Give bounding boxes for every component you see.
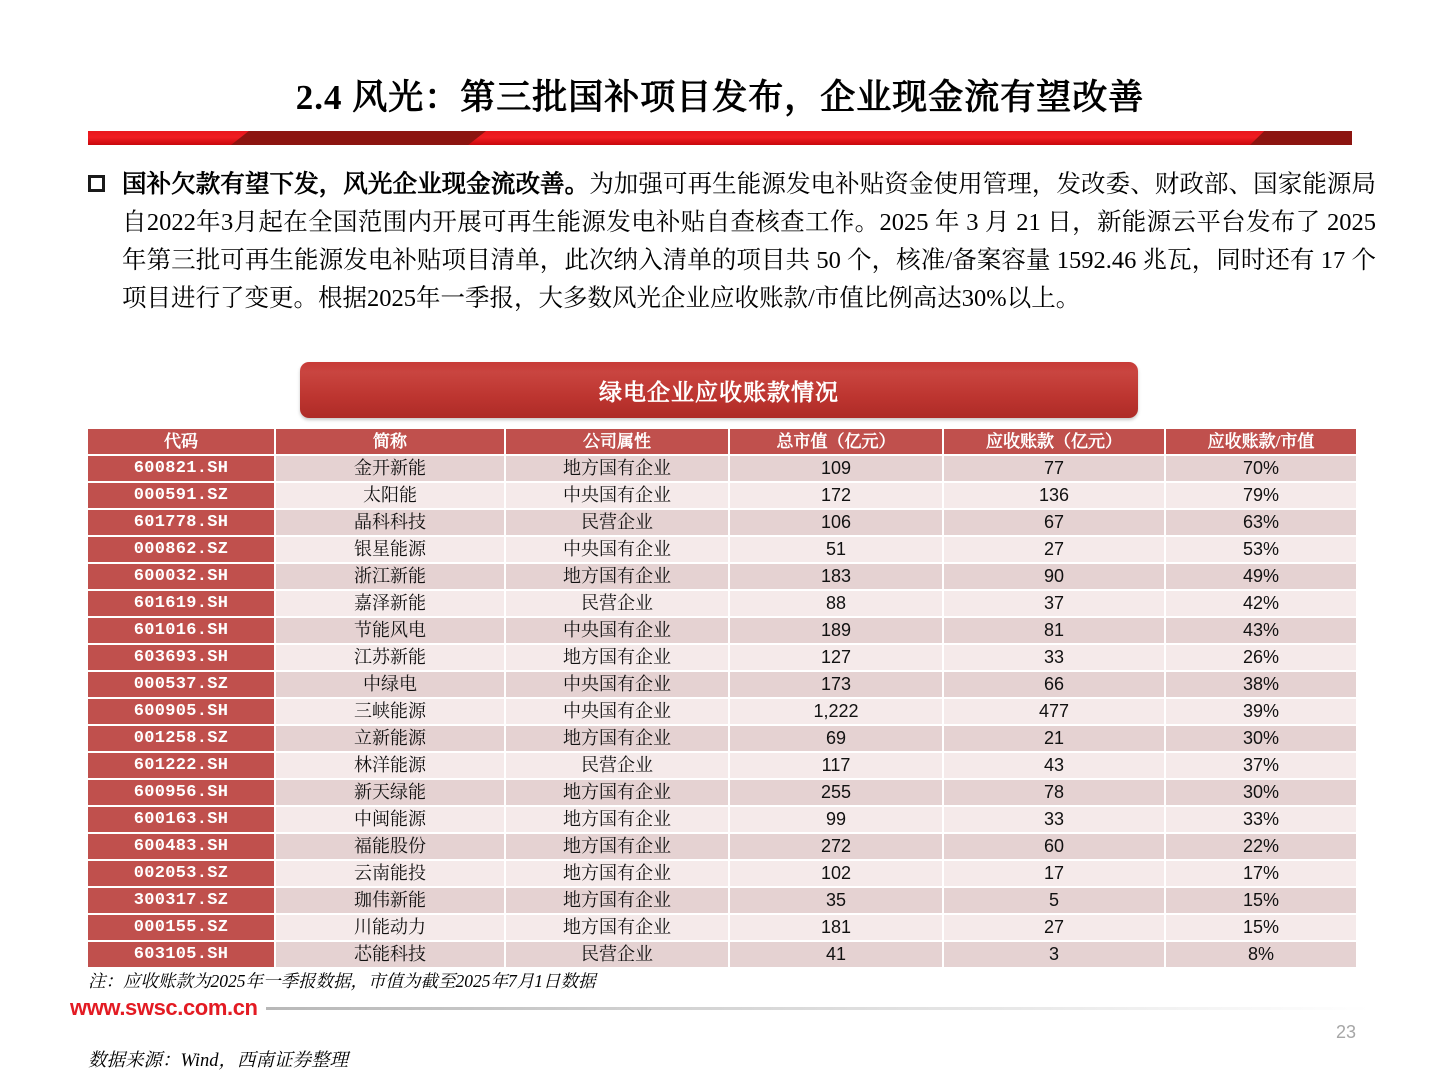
cell-attribute: 地方国有企业 (506, 888, 728, 913)
cell-attribute: 地方国有企业 (506, 807, 728, 832)
cell-code: 000155.SZ (88, 915, 274, 940)
cell-market-cap: 183 (730, 564, 942, 589)
cell-receivables: 27 (944, 537, 1164, 562)
cell-market-cap: 51 (730, 537, 942, 562)
cell-name: 嘉泽新能 (276, 591, 504, 616)
bullet-paragraph (88, 166, 1376, 318)
cell-attribute: 中央国有企业 (506, 537, 728, 562)
cell-receivables: 3 (944, 942, 1164, 967)
table-row (88, 456, 1356, 481)
body-section (88, 166, 1376, 318)
cell-code: 001258.SZ (88, 726, 274, 751)
table-note: 注：应收账款为2025年一季报数据，市值为截至2025年7月1日数据 (88, 971, 596, 991)
paragraph-body: 为加强可再生能源发电补贴资金使用管理，发改委、财政部、国家能源局自2022年3月起在全国范围内开展可再生能源发电补贴自查核查工作。2025 年 3 月 21 日，新能源云平台发布了 2025 年第三批可再生能源发电补贴项目清单，此次纳入清单的项目共 50 个，核准/备案容量 1592.46 兆瓦，同时还有 17 个项目进行了变更。根据2025年一季报，大多数风光企业应收账款/市值比例高达30%以上。 (122, 171, 1377, 312)
column-header-mcap: 总市值（亿元） (730, 429, 942, 454)
cell-market-cap: 88 (730, 591, 942, 616)
table-row (88, 618, 1356, 643)
table-row (88, 861, 1356, 886)
cell-receivables: 77 (944, 456, 1164, 481)
cell-ratio: 70% (1166, 456, 1356, 481)
table-row (88, 510, 1356, 535)
cell-code: 600032.SH (88, 564, 274, 589)
cell-ratio: 63% (1166, 510, 1356, 535)
cell-ratio: 43% (1166, 618, 1356, 643)
column-header-receivables: 应收账款（亿元） (944, 429, 1164, 454)
cell-code: 000591.SZ (88, 483, 274, 508)
cell-receivables: 78 (944, 780, 1164, 805)
table-row (88, 672, 1356, 697)
cell-market-cap: 99 (730, 807, 942, 832)
cell-ratio: 15% (1166, 915, 1356, 940)
cell-market-cap: 272 (730, 834, 942, 859)
paragraph-lead: 国补欠款有望下发，风光企业现金流改善。 (122, 171, 590, 198)
cell-receivables: 33 (944, 645, 1164, 670)
cell-receivables: 90 (944, 564, 1164, 589)
cell-attribute: 中央国有企业 (506, 699, 728, 724)
page-title: 2.4 风光：第三批国补项目发布，企业现金流有望改善 (295, 78, 1145, 117)
table-row (88, 888, 1356, 913)
cell-code: 600956.SH (88, 780, 274, 805)
cell-name: 中闽能源 (276, 807, 504, 832)
cell-code: 002053.SZ (88, 861, 274, 886)
column-header-attr: 公司属性 (506, 429, 728, 454)
cell-ratio: 37% (1166, 753, 1356, 778)
cell-market-cap: 1,222 (730, 699, 942, 724)
cell-attribute: 地方国有企业 (506, 780, 728, 805)
table-row (88, 915, 1356, 940)
cell-code: 603693.SH (88, 645, 274, 670)
cell-attribute: 地方国有企业 (506, 645, 728, 670)
cell-attribute: 地方国有企业 (506, 564, 728, 589)
cell-name: 三峡能源 (276, 699, 504, 724)
table-row (88, 645, 1356, 670)
cell-code: 601619.SH (88, 591, 274, 616)
cell-name: 芯能科技 (276, 942, 504, 967)
cell-attribute: 民营企业 (506, 591, 728, 616)
cell-attribute: 地方国有企业 (506, 861, 728, 886)
cell-receivables: 81 (944, 618, 1164, 643)
cell-ratio: 79% (1166, 483, 1356, 508)
cell-name: 林洋能源 (276, 753, 504, 778)
table-header (88, 429, 1356, 454)
cell-code: 000862.SZ (88, 537, 274, 562)
cell-market-cap: 117 (730, 753, 942, 778)
title-divider-bar (88, 131, 1352, 145)
table-row (88, 537, 1356, 562)
cell-ratio: 15% (1166, 888, 1356, 913)
square-bullet-icon (88, 175, 105, 192)
cell-ratio: 38% (1166, 672, 1356, 697)
table-row (88, 699, 1356, 724)
cell-name: 新天绿能 (276, 780, 504, 805)
cell-ratio: 42% (1166, 591, 1356, 616)
cell-code: 603105.SH (88, 942, 274, 967)
column-header-code: 代码 (88, 429, 274, 454)
table-caption-banner (300, 362, 1138, 418)
footer-divider-line (266, 1007, 1370, 1010)
cell-name: 节能风电 (276, 618, 504, 643)
cell-attribute: 中央国有企业 (506, 672, 728, 697)
cell-ratio: 33% (1166, 807, 1356, 832)
cell-receivables: 37 (944, 591, 1164, 616)
cell-market-cap: 69 (730, 726, 942, 751)
cell-market-cap: 106 (730, 510, 942, 535)
cell-receivables: 5 (944, 888, 1164, 913)
cell-receivables: 43 (944, 753, 1164, 778)
table-row (88, 564, 1356, 589)
cell-name: 浙江新能 (276, 564, 504, 589)
cell-name: 珈伟新能 (276, 888, 504, 913)
cell-receivables: 21 (944, 726, 1164, 751)
cell-market-cap: 109 (730, 456, 942, 481)
cell-attribute: 中央国有企业 (506, 618, 728, 643)
cell-receivables: 27 (944, 915, 1164, 940)
cell-attribute: 地方国有企业 (506, 726, 728, 751)
table-row (88, 780, 1356, 805)
cell-name: 晶科科技 (276, 510, 504, 535)
cell-code: 600483.SH (88, 834, 274, 859)
cell-receivables: 17 (944, 861, 1164, 886)
cell-ratio: 30% (1166, 726, 1356, 751)
divider-dark-left-segment (231, 131, 486, 145)
page-number: 23 (1335, 1022, 1357, 1042)
table-row (88, 753, 1356, 778)
cell-name: 太阳能 (276, 483, 504, 508)
cell-name: 中绿电 (276, 672, 504, 697)
table-row (88, 807, 1356, 832)
cell-attribute: 地方国有企业 (506, 456, 728, 481)
cell-name: 金开新能 (276, 456, 504, 481)
company-website-link[interactable]: www.swsc.com.cn (70, 995, 258, 1020)
cell-market-cap: 35 (730, 888, 942, 913)
cell-ratio: 8% (1166, 942, 1356, 967)
paragraph-text (122, 166, 1376, 318)
cell-ratio: 53% (1166, 537, 1356, 562)
cell-name: 福能股份 (276, 834, 504, 859)
divider-dark-right-segment (1250, 131, 1352, 145)
cell-ratio: 26% (1166, 645, 1356, 670)
cell-receivables: 477 (944, 699, 1164, 724)
cell-attribute: 中央国有企业 (506, 483, 728, 508)
table-row (88, 483, 1356, 508)
cell-code: 600905.SH (88, 699, 274, 724)
table-body (88, 456, 1356, 967)
cell-market-cap: 173 (730, 672, 942, 697)
cell-name: 银星能源 (276, 537, 504, 562)
cell-code: 601016.SH (88, 618, 274, 643)
cell-code: 601222.SH (88, 753, 274, 778)
cell-ratio: 39% (1166, 699, 1356, 724)
cell-name: 立新能源 (276, 726, 504, 751)
data-source-label: 数据来源：Wind，西南证券整理 (88, 1051, 349, 1071)
cell-attribute: 地方国有企业 (506, 915, 728, 940)
cell-code: 600821.SH (88, 456, 274, 481)
footer-site-row (70, 995, 1370, 1021)
cell-name: 云南能投 (276, 861, 504, 886)
cell-receivables: 33 (944, 807, 1164, 832)
cell-name: 川能动力 (276, 915, 504, 940)
cell-ratio: 17% (1166, 861, 1356, 886)
cell-receivables: 136 (944, 483, 1164, 508)
cell-market-cap: 127 (730, 645, 942, 670)
table-row (88, 726, 1356, 751)
column-header-ratio: 应收账款/市值 (1166, 429, 1356, 454)
cell-market-cap: 102 (730, 861, 942, 886)
table-caption-label: 绿电企业应收账款情况 (599, 379, 839, 405)
cell-ratio: 22% (1166, 834, 1356, 859)
cell-code: 601778.SH (88, 510, 274, 535)
table-row (88, 834, 1356, 859)
cell-attribute: 地方国有企业 (506, 834, 728, 859)
cell-market-cap: 189 (730, 618, 942, 643)
cell-market-cap: 41 (730, 942, 942, 967)
cell-ratio: 30% (1166, 780, 1356, 805)
cell-code: 000537.SZ (88, 672, 274, 697)
receivables-table (86, 427, 1358, 969)
cell-code: 300317.SZ (88, 888, 274, 913)
cell-receivables: 60 (944, 834, 1164, 859)
table-row (88, 942, 1356, 967)
cell-market-cap: 255 (730, 780, 942, 805)
cell-attribute: 民营企业 (506, 510, 728, 535)
table-header-row (88, 429, 1356, 454)
cell-receivables: 66 (944, 672, 1164, 697)
cell-attribute: 民营企业 (506, 753, 728, 778)
cell-market-cap: 181 (730, 915, 942, 940)
cell-market-cap: 172 (730, 483, 942, 508)
column-header-name: 简称 (276, 429, 504, 454)
cell-name: 江苏新能 (276, 645, 504, 670)
cell-code: 600163.SH (88, 807, 274, 832)
cell-attribute: 民营企业 (506, 942, 728, 967)
table-row (88, 591, 1356, 616)
cell-receivables: 67 (944, 510, 1164, 535)
cell-ratio: 49% (1166, 564, 1356, 589)
